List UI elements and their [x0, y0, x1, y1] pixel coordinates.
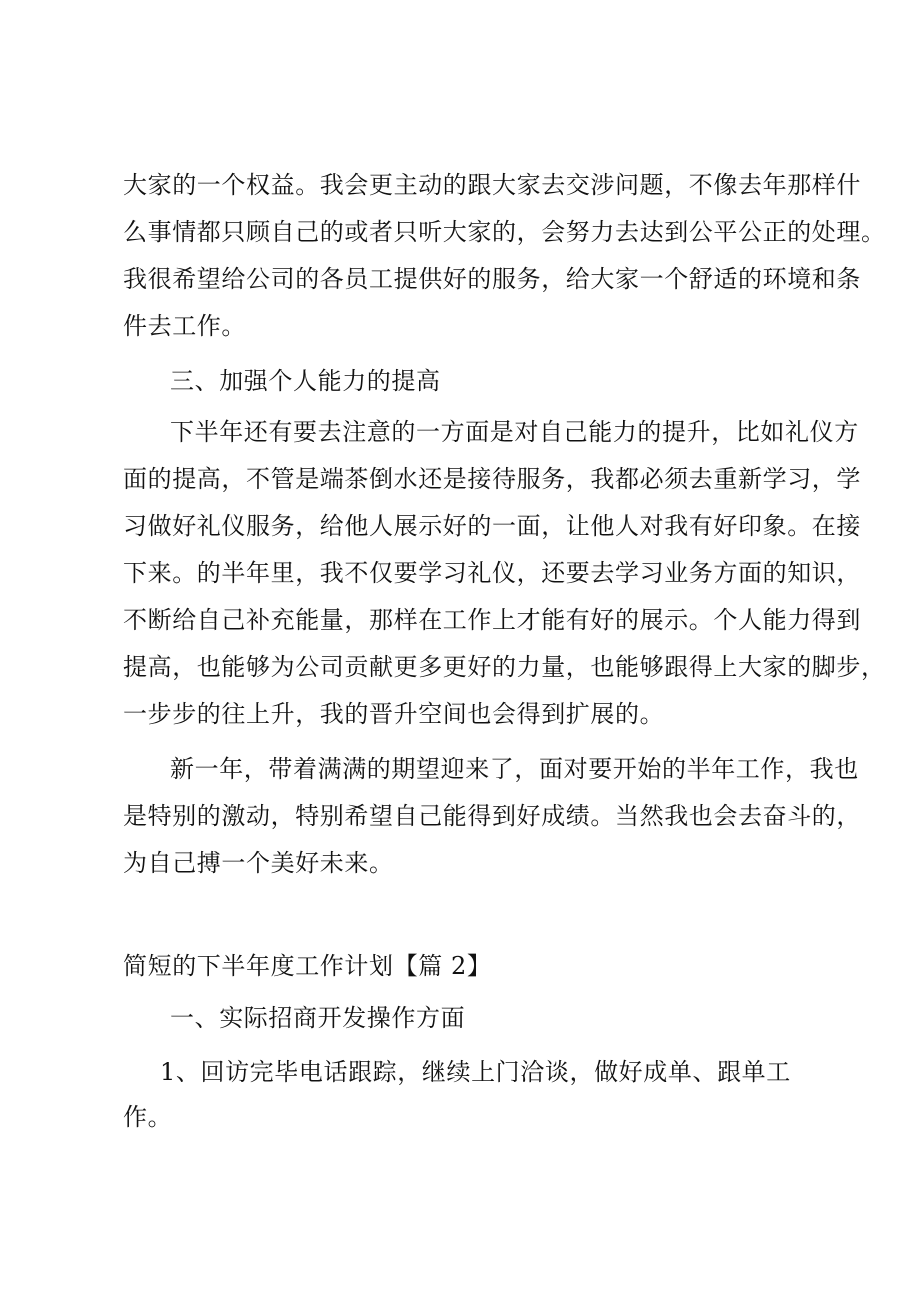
paragraph-line: 是特别的激动，特别希望自己能得到好成绩。当然我也会去奋斗的， [123, 802, 861, 830]
paragraph-line: 件去工作。 [123, 312, 246, 340]
paragraph-line: 大家的一个权益。我会更主动的跟大家去交涉问题，不像去年那样什 [123, 171, 861, 199]
section-heading: 三、加强个人能力的提高 [170, 367, 441, 395]
list-item-continuation: 作。 [123, 1103, 173, 1131]
paragraph-line: 下半年还有要去注意的一方面是对自己能力的提升，比如礼仪方 [170, 418, 859, 446]
paragraph-line: 习做好礼仪服务，给他人展示好的一面，让他人对我有好印象。在接 [123, 512, 861, 540]
paragraph-line: 不断给自己补充能量，那样在工作上才能有好的展示。个人能力得到 [123, 606, 861, 634]
paragraph-line: 一步步的往上升，我的晋升空间也会得到扩展的。 [123, 700, 665, 728]
paragraph-line: 为自己搏一个美好未来。 [123, 849, 394, 877]
list-item: 1、回访完毕电话跟踪，继续上门洽谈，做好成单、跟单工 [160, 1058, 791, 1086]
paragraph-line: 新一年，带着满满的期望迎来了，面对要开始的半年工作，我也 [170, 755, 859, 783]
subsection-heading: 一、实际招商开发操作方面 [170, 1004, 466, 1032]
paragraph-line: 我很希望给公司的各员工提供好的服务，给大家一个舒适的环境和条 [123, 265, 861, 293]
paragraph-line: 面的提高，不管是端茶倒水还是接待服务，我都必须去重新学习，学 [123, 465, 861, 493]
paragraph-line: 么事情都只顾自己的或者只听大家的，会努力去达到公平公正的处理。 [123, 218, 886, 246]
paragraph-line: 下来。的半年里，我不仅要学习礼仪，还要去学习业务方面的知识， [123, 559, 861, 587]
paragraph-line: 提高，也能够为公司贡献更多更好的力量，也能够跟得上大家的脚步， [123, 653, 886, 681]
section-title: 简短的下半年度工作计划【篇 2】 [123, 952, 492, 980]
